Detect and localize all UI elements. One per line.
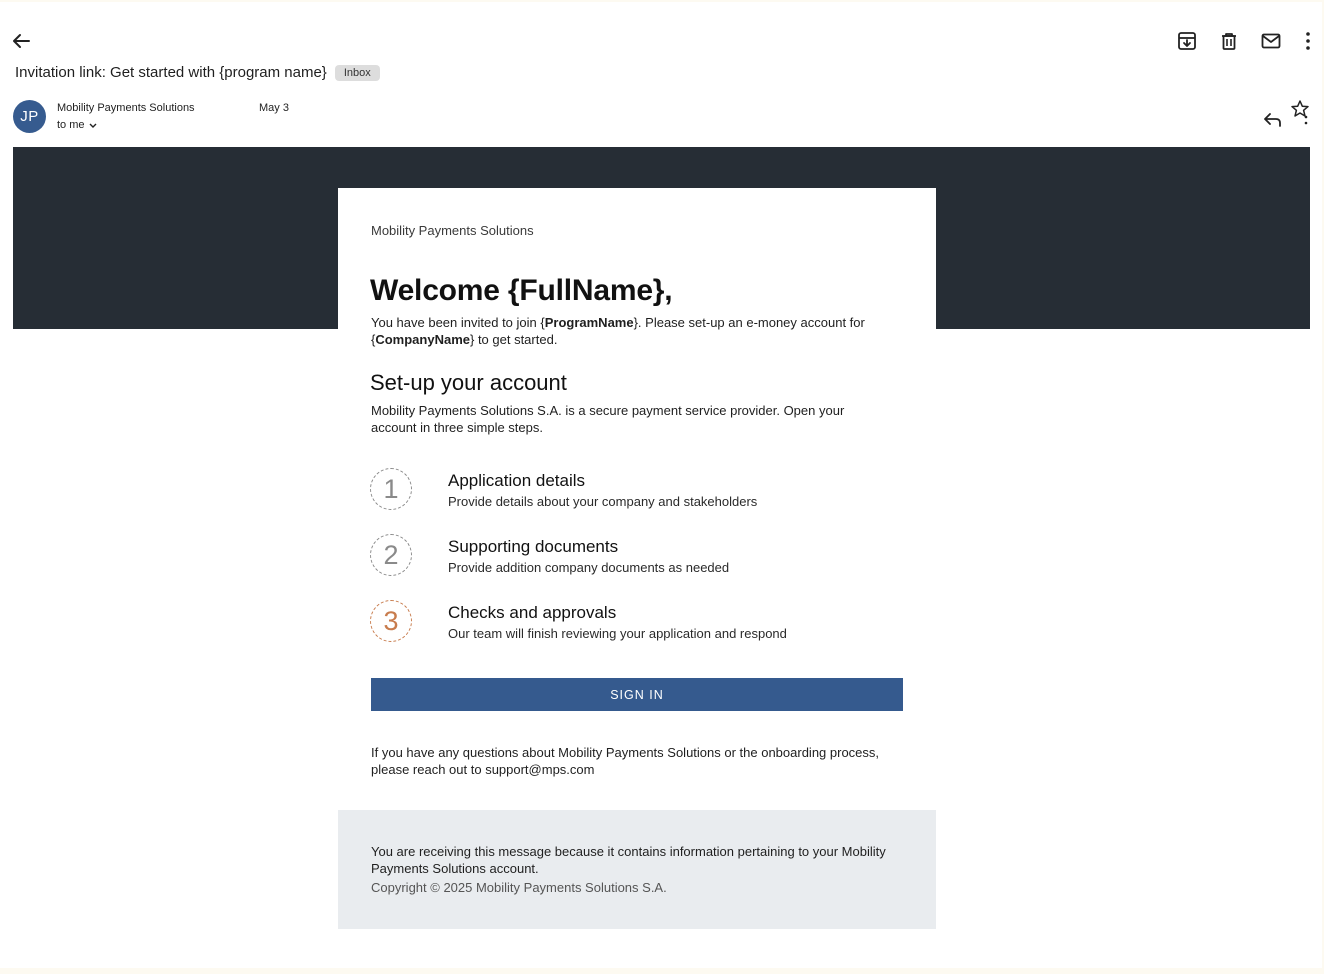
arrow-left-icon [10, 30, 32, 52]
step-description: Provide details about your company and stakeholders [448, 494, 758, 509]
setup-description: Mobility Payments Solutions S.A. is a secure payment service provider. Open your account in three simple steps. [371, 403, 845, 435]
step-number-badge: 1 [370, 468, 412, 510]
step-number-badge: 3 [370, 600, 412, 642]
step-title: Application details [448, 471, 586, 490]
step-description: Our team will finish reviewing your application and respond [448, 626, 787, 641]
sign-in-button[interactable]: SIGN IN [371, 678, 903, 711]
back-button[interactable] [10, 30, 32, 52]
more-options-button[interactable] [1297, 30, 1319, 52]
more-vertical-icon [1297, 30, 1319, 52]
step-item [370, 468, 890, 514]
email-subject: Invitation link: Get started with {program name} [15, 64, 327, 81]
step-description: Provide addition company documents as needed [448, 560, 730, 575]
step-title: Supporting documents [448, 537, 619, 556]
step-item [370, 600, 890, 646]
inbox-label-badge[interactable]: Inbox [335, 65, 380, 81]
archive-icon [1176, 30, 1198, 52]
email-footer [338, 810, 936, 929]
archive-button[interactable] [1176, 30, 1198, 52]
company-name: CompanyName [375, 332, 470, 347]
email-view [0, 2, 1322, 968]
program-name: ProgramName [544, 315, 634, 330]
intro-text: You have been invited to join {ProgramName}. Please set-up an e-money account for {CompanyName} to get started. [371, 315, 865, 347]
copyright-text: Copyright © 2025 Mobility Payments Solutions S.A. [371, 880, 667, 895]
reply-button[interactable] [1263, 110, 1283, 128]
footer-notice: You are receiving this message because it contains information pertaining to your Mobility Payments Solutions account. [371, 844, 886, 876]
avatar[interactable]: JP [13, 100, 46, 133]
step-item [370, 534, 890, 580]
delete-button[interactable] [1218, 30, 1240, 52]
message-more-button[interactable] [1303, 114, 1309, 128]
reply-icon [1263, 110, 1283, 128]
step-number-badge: 2 [370, 534, 412, 576]
recipient-details-toggle[interactable] [57, 119, 98, 131]
trash-icon [1218, 30, 1240, 52]
mark-unread-button[interactable] [1260, 30, 1282, 52]
mail-icon [1260, 30, 1282, 52]
welcome-heading: Welcome {FullName}, [370, 274, 673, 307]
subject-row [15, 64, 380, 81]
chevron-down-icon [88, 120, 98, 130]
setup-heading: Set-up your account [370, 370, 567, 395]
help-text: If you have any questions about Mobility Payments Solutions or the onboarding process, please reach out to support@mps.com [371, 745, 880, 777]
more-vertical-icon [1303, 114, 1309, 128]
sent-date: May 3 [259, 102, 289, 114]
sender-name[interactable]: Mobility Payments Solutions [57, 102, 195, 114]
recipient-label: to me [57, 119, 85, 131]
brand-name: Mobility Payments Solutions [371, 223, 534, 238]
step-title: Checks and approvals [448, 603, 617, 622]
